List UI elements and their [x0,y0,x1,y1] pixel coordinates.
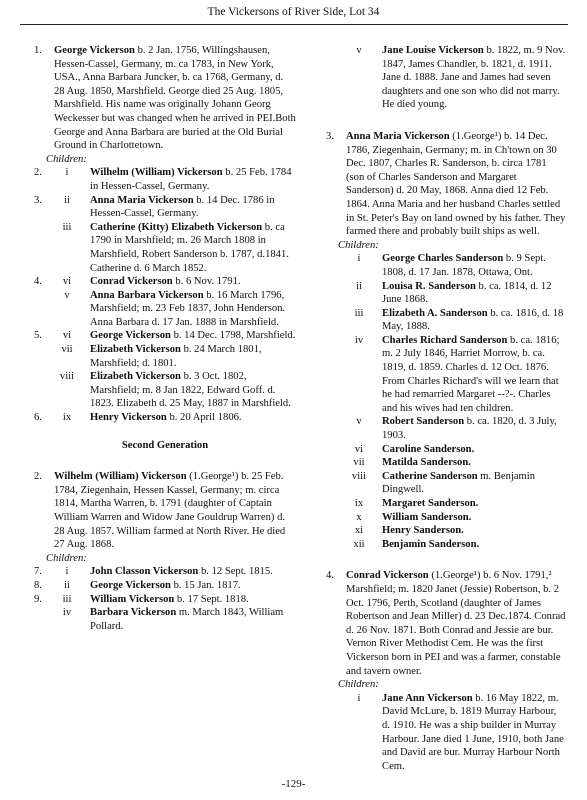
child-roman: i [65,167,69,179]
person-name: Anna Barbara Vickerson [90,289,204,301]
entry-text: b. ca. 1814, d. 12 June 1868. [382,280,552,306]
child-roman: v [64,289,70,301]
child-roman: x [356,511,362,523]
child-number: 7. [34,566,42,578]
person-name: Jane Louise Vickerson [382,45,484,56]
entry-continued [326,44,566,112]
header-rule [20,24,568,25]
child-item [326,44,566,112]
entry-text: b. ca. 1816, d. 18 May, 1888. [382,307,564,333]
left-column [34,44,296,645]
child-roman: iv [354,334,364,346]
child-item [34,579,296,593]
entry-text: b. 6 Nov. 1791. [172,276,241,288]
person-name: George Vickerson [90,330,171,342]
person-name: Matilda Sanderson. [382,457,471,469]
child-roman: vi [62,330,72,342]
person-name: Wilhelm (William) Vickerson [54,471,187,483]
child-item [326,470,566,497]
child-item [326,307,566,334]
entry-text: b. 14 Dec. 1786 in Hessen-Cassel, Germany. [90,194,275,220]
children-label: Children: [46,153,87,165]
person-name: Elizabeth Vickerson [90,371,181,383]
person-name: George Vickerson [54,45,135,56]
person-name: Benjamin Sanderson. [382,538,480,550]
child-item [326,334,566,416]
entry-number: 3. [326,130,334,142]
person-name: Jane Ann Vickerson [382,692,473,704]
child-item [326,497,566,511]
child-roman: iii [354,307,364,319]
person-name: Robert Sanderson [382,416,465,428]
child-roman: ii [64,194,70,206]
person-name: William Vickerson [90,593,175,605]
person-name: George Vickerson [90,579,171,591]
person-name: Anna Maria Vickerson [346,130,450,142]
child-item [34,593,296,607]
person-name: Conrad Vickerson [346,570,429,582]
entry-text: b. 20 April 1806. [166,412,242,424]
child-roman: v [356,45,362,56]
child-roman: ix [62,412,72,424]
entry-2 [34,470,296,633]
child-item [326,443,566,457]
child-roman: i [65,566,69,578]
child-number: 3. [34,194,42,206]
child-item [326,252,566,279]
child-number: 9. [34,593,42,605]
running-header: The Vickersons of River Side, Lot 34 [207,6,380,18]
child-item [34,221,296,275]
child-item [34,275,296,289]
person-name: Caroline Sanderson. [382,443,475,455]
child-roman: ii [64,579,70,591]
entry-4 [326,569,566,773]
child-roman: viii [351,470,367,482]
child-number: 5. [34,330,42,342]
child-item [326,511,566,525]
child-number: 8. [34,579,42,591]
child-roman: iii [62,221,72,233]
child-roman: iv [62,607,72,619]
person-name: Charles Richard Sanderson [382,334,508,346]
children-label: Children: [338,679,379,691]
child-item [326,456,566,470]
child-item [326,538,566,552]
entry-1 [34,44,296,425]
entry-text: m. Benjamin Dingwell. [382,470,536,496]
entry-text: b. 24 March 1801, Marshfield; d. 1801. [90,344,262,369]
child-roman: i [357,692,361,704]
entry-text: b. 14 Dec. 1798, Marshfield. [170,330,296,342]
person-name: Wilhelm (William) Vickerson [90,167,223,179]
entry-number: 1. [34,45,42,56]
person-name: Louisa R. Sanderson [382,280,476,292]
child-item [34,329,296,343]
entry-number: 2. [34,471,42,483]
entry-text: b. 1822, m. 9 Nov. 1847, James Chandler, b. 1821, d. 1911. Jane d. 1888. Jane and James had seven daughters and one son who did not marry. He died young. [382,45,566,111]
entry-text: b. 3 Oct. 1802, Marshfield; m. 8 Jan 1822, Edward Goff. d. 1823. Elizabeth d. 25 May, 1887 in Marshfield. [90,371,291,410]
person-name: Barbara Vickerson [90,607,177,619]
child-roman: ii [356,280,362,292]
child-roman: xi [354,525,364,537]
child-roman: ix [354,498,364,509]
children-list [326,692,566,774]
entry-text: b. ca. 1820, d. 3 July, 1903. [382,416,557,442]
person-name: Catherine (Kitty) Elizabeth Vickerson [90,221,263,233]
right-column [326,44,566,785]
child-item [34,565,296,579]
person-name: Margaret Sanderson. [382,498,479,509]
child-item [326,280,566,307]
person-name: George Charles Sanderson [382,253,504,265]
child-roman: viii [59,371,75,383]
child-roman: vi [62,276,72,288]
person-name: Elizabeth Vickerson [90,344,181,356]
entry-text: b. 2 Jan. 1756, Willingshausen, Hessen-Cassel, Germany, m. ca 1783, in New York, USA., Anna Barbara Juncker, b. ca 1768, Germany, d. 28 Aug. 1850, Marshfield. George died 25 Aug. 1805, Marshfield. His name was originally Johann Georg Weckesser but was changed when he arrived in PEI.Both George and Anna Barbara are buried at the Old Burial Ground in Charlottetown. [54,45,296,152]
entry-text: b. 16 March 1796, Marshfield; m. 23 Feb 1837, John Henderson. Anna Barbara d. 17 Jan. 1888 in Marshfield. [90,289,286,328]
person-name: John Classon Vickerson [90,566,199,578]
child-roman: vii [353,457,365,469]
child-roman: i [357,253,361,265]
entry-3 [326,130,566,551]
entry-text: b. 16 May 1822, m. David McLure, b. 1819 Murray Harbour, d. 1910. He was a ship builder in Murray Harbour. Jane died 1 June, 1910, both Jane and David are bur. Murray Harbour North Cem. [382,692,564,772]
section-heading: Second Generation [121,439,209,451]
page-number: -129- [281,778,306,790]
children-label: Children: [46,552,87,564]
child-number: 4. [34,276,42,288]
child-item [34,606,296,633]
entry-text: (1.George¹) b. 25 Feb. 1784, Ziegenhain, Hessen Kassel, Germany; m. circa 1814, Martha Warren, b. 1791 (daughter of Captain William Warren and Widow Jane Gouldrup Warren) d. 28 Aug. 1857. William farmed at North River. He died 27 Aug. 1868. [54,471,286,551]
child-item [34,166,296,193]
entry-text: b. 15 Jan. 1817. [170,579,241,591]
person-name: Henry Sanderson. [382,525,464,537]
entry-text: (1.George¹) b. 14 Dec. 1786, Ziegenhain, Germany; m. in Ch'town on 30 Dec. 1807, Charles R. Sanderson, b. circa 1781 (son of Charles Sanderson and Margaret Sanderson) d. 20 May, 1868. Anna died 12 Feb. 1864. Anna Maria and her husband Charles settled in St. Peter's Bay on land owned by his father. They farmed there and probably built ships as well. [346,130,566,238]
child-roman: v [356,416,362,428]
entry-text: m. March 1843, William Pollard. [90,607,284,632]
person-name: Anna Maria Vickerson [90,194,194,206]
person-name: Conrad Vickerson [90,276,173,288]
child-number: 2. [34,167,42,179]
entry-text: b. 9 Sept. 1808, d. 17 Jan. 1878, Ottawa, Ont. [382,253,546,278]
child-item [326,524,566,538]
child-roman: vii [61,344,73,356]
entry-text: b. 25 Feb. 1784 in Hessen-Cassel, Germany. [90,167,292,192]
entry-text: (1.George¹) b. 6 Nov. 1791,² Marshfield; m. 1820 Janet (Jessie) Robertson, b. 2 Oct. 1796, Perth, Scotland (daughter of James Robertson and Jean Miller) d. 23 Dec.1874. Conrad d. 26 Nov. 1871. Both Conrad and Jessie are bur. Vernon River Methodist Cem. He was the first Vickerson born in PEI and was a farmer, constable and tavern owner. [346,570,566,677]
child-item [326,415,566,442]
entry-text: b. ca 1790 in Marshfield; m. 26 March 1808 in Marshfield, Robert Sanderson b. 1787, d.1841. Catherine d. 6 March 1852. [90,221,289,274]
entry-text: b. 12 Sept. 1815. [198,566,273,578]
children-list [326,252,566,551]
children-label: Children: [338,239,379,251]
person-name: Henry Vickerson [90,412,167,424]
child-item [34,194,296,221]
person-name: William Sanderson. [382,511,472,523]
child-item [34,343,296,370]
entry-number: 4. [326,570,334,582]
child-number: 6. [34,412,42,424]
entry-text: b. ca. 1816; m. 2 July 1846, Harriet Morrow, b. ca. 1819, d. 1859. Charles d. 12 Oct. 1876. From Charles Richard's will we learn that he had remarried Margaret --?-. Charles and his wives had ten children. [382,334,560,414]
person-name: Catherine Sanderson [382,470,478,482]
child-item [34,289,296,330]
child-item [34,370,296,411]
child-roman: xii [353,538,365,550]
child-item [34,411,296,425]
child-roman: iii [62,593,72,605]
person-name: Elizabeth A. Sanderson [382,307,488,319]
children-list [34,166,296,424]
child-item [326,692,566,774]
child-roman: vi [354,443,364,455]
children-list [34,565,296,633]
entry-text: b. 17 Sept. 1818. [174,593,249,605]
